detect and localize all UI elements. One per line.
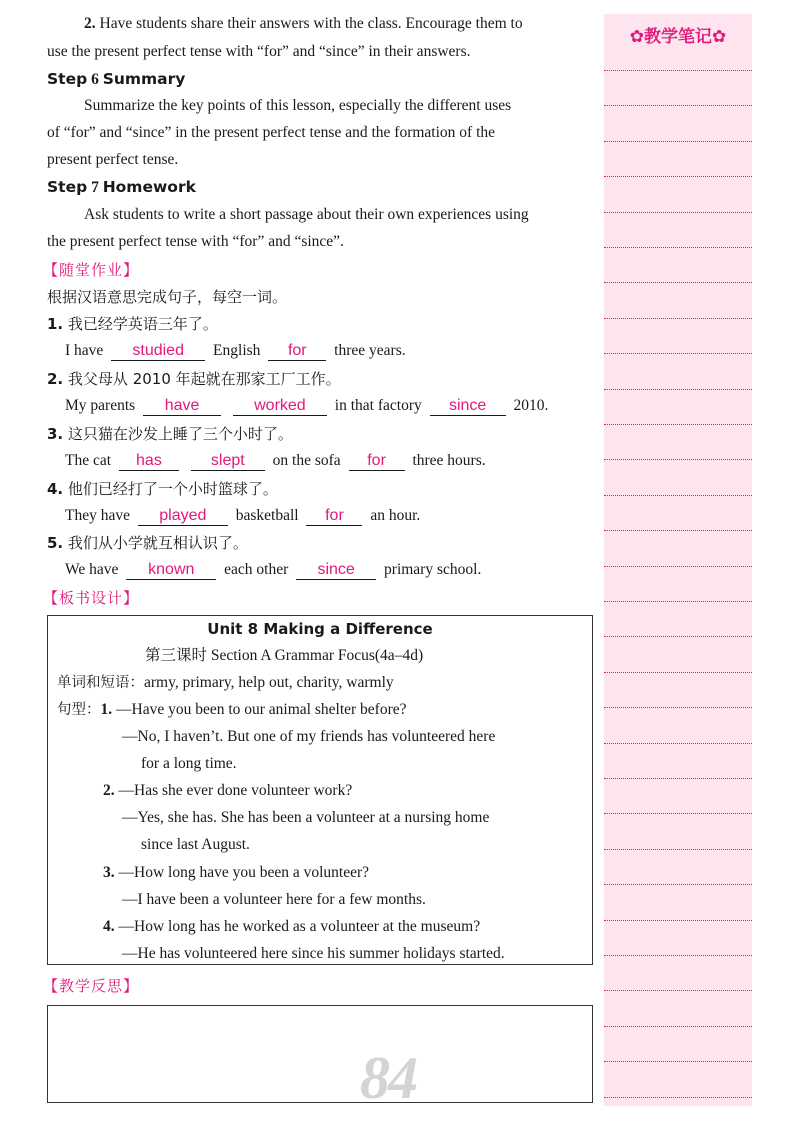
item-number: 2. bbox=[84, 15, 96, 32]
classwork-instruction: 根据汉语意思完成句子，每空一词。 bbox=[47, 288, 288, 306]
board-pattern-3a bbox=[103, 863, 369, 883]
note-line bbox=[604, 424, 752, 425]
note-line bbox=[604, 672, 752, 673]
q3-english bbox=[65, 451, 486, 471]
step-number: 6 bbox=[91, 71, 99, 88]
note-line bbox=[604, 813, 752, 814]
note-line bbox=[604, 176, 752, 177]
answer-blank: since bbox=[430, 397, 506, 416]
board-pattern-1c: for a long time. bbox=[141, 755, 237, 772]
note-line bbox=[604, 389, 752, 390]
vocab-list: army, primary, help out, charity, warmly bbox=[144, 674, 394, 691]
step-title: Homework bbox=[102, 178, 196, 196]
pattern-text: —Has she ever done volunteer work? bbox=[118, 782, 353, 799]
board-design-box bbox=[47, 615, 593, 965]
question-number: 1. bbox=[47, 315, 64, 333]
note-line bbox=[604, 495, 752, 496]
q2-english bbox=[65, 396, 548, 416]
board-pattern-4a bbox=[103, 917, 480, 937]
sentence-part: We have bbox=[65, 561, 119, 578]
note-line bbox=[604, 636, 752, 637]
step-label: Step bbox=[47, 178, 88, 196]
step6-line3: present perfect tense. bbox=[47, 151, 179, 168]
board-vocab bbox=[57, 673, 394, 693]
note-line bbox=[604, 707, 752, 708]
note-line bbox=[604, 247, 752, 248]
answer-blank: studied bbox=[111, 342, 205, 361]
board-pattern-1a bbox=[57, 700, 407, 720]
question-text: 我父母从 2010 年起就在那家工厂工作。 bbox=[67, 370, 341, 388]
pattern-number: 2. bbox=[103, 782, 115, 799]
note-line bbox=[604, 1097, 752, 1098]
question-number: 5. bbox=[47, 534, 64, 552]
step-number: 7 bbox=[91, 179, 99, 196]
step-label: Step bbox=[47, 70, 88, 88]
note-line bbox=[604, 955, 752, 956]
sentence-part: The cat bbox=[65, 452, 112, 469]
board-pattern-1b: —No, I haven’t. But one of my friends has volunteered here bbox=[122, 728, 496, 745]
patterns-label: 句型： bbox=[57, 702, 101, 718]
q1-chinese bbox=[47, 314, 218, 334]
answer-blank: have bbox=[143, 397, 221, 416]
answer-blank: known bbox=[126, 561, 216, 580]
answer-blank: played bbox=[138, 507, 228, 526]
classwork-heading: 【随堂作业】 bbox=[43, 261, 140, 279]
step7-heading bbox=[47, 177, 196, 198]
answer-blank: worked bbox=[233, 397, 327, 416]
board-pattern-3b: —I have been a volunteer here for a few months. bbox=[122, 891, 426, 908]
sentence-part: in that factory bbox=[334, 397, 422, 414]
step5-item2-line1 bbox=[47, 14, 523, 34]
board-heading: 【板书设计】 bbox=[43, 589, 140, 607]
question-number: 2. bbox=[47, 370, 64, 388]
sentence-part: three years. bbox=[334, 342, 406, 359]
reflection-heading: 【教学反思】 bbox=[43, 977, 140, 995]
board-pattern-2c: since last August. bbox=[141, 836, 250, 853]
answer-blank: for bbox=[349, 452, 405, 471]
pattern-text: —How long has he worked as a volunteer at the museum? bbox=[118, 918, 481, 935]
question-text: 他们已经打了一个小时篮球了。 bbox=[67, 480, 278, 498]
q2-chinese bbox=[47, 369, 341, 389]
note-line bbox=[604, 601, 752, 602]
note-line bbox=[604, 141, 752, 142]
q4-chinese bbox=[47, 479, 278, 499]
sentence-part: an hour. bbox=[370, 507, 421, 524]
note-line bbox=[604, 459, 752, 460]
sentence-part: I have bbox=[65, 342, 104, 359]
note-line bbox=[604, 849, 752, 850]
note-line bbox=[604, 212, 752, 213]
note-line bbox=[604, 1026, 752, 1027]
sentence-part: They have bbox=[65, 507, 130, 524]
sentence-part: basketball bbox=[235, 507, 299, 524]
step7-line2: the present perfect tense with “for” and “since”. bbox=[47, 233, 344, 250]
note-line bbox=[604, 318, 752, 319]
pattern-text: —How long have you been a volunteer? bbox=[118, 864, 370, 881]
note-line bbox=[604, 990, 752, 991]
answer-blank: slept bbox=[191, 452, 265, 471]
answer-blank: since bbox=[296, 561, 376, 580]
vocab-label: 单词和短语： bbox=[57, 675, 144, 691]
pattern-number: 1. bbox=[100, 701, 113, 718]
note-line bbox=[604, 743, 752, 744]
pattern-number: 4. bbox=[103, 918, 115, 935]
note-line bbox=[604, 353, 752, 354]
note-line bbox=[604, 566, 752, 567]
step6-heading bbox=[47, 69, 185, 90]
note-line bbox=[604, 70, 752, 71]
notes-title: ✿教学笔记✿ bbox=[629, 27, 727, 47]
sentence-part: My parents bbox=[65, 397, 136, 414]
answer-blank: has bbox=[119, 452, 179, 471]
note-line bbox=[604, 1061, 752, 1062]
sentence-part: English bbox=[213, 342, 261, 359]
page-number: 84 bbox=[360, 1045, 416, 1111]
step6-line1: Summarize the key points of this lesson, especially the different uses bbox=[84, 97, 512, 114]
q1-english bbox=[65, 341, 406, 361]
sentence-part: each other bbox=[224, 561, 289, 578]
reflection-box[interactable] bbox=[47, 1005, 593, 1103]
board-subtitle: 第三课时 Section A Grammar Focus(4a–4d) bbox=[145, 647, 424, 664]
board-pattern-2a bbox=[103, 781, 352, 801]
note-line bbox=[604, 778, 752, 779]
note-line bbox=[604, 884, 752, 885]
item-text: Have students share their answers with the class. Encourage them to bbox=[99, 15, 523, 32]
note-line bbox=[604, 920, 752, 921]
q3-chinese bbox=[47, 424, 293, 444]
note-line bbox=[604, 282, 752, 283]
step6-line2: of “for” and “since” in the present perfect tense and the formation of the bbox=[47, 124, 496, 141]
question-text: 这只猫在沙发上睡了三个小时了。 bbox=[67, 425, 293, 443]
question-text: 我们从小学就互相认识了。 bbox=[67, 534, 248, 552]
sentence-part: 2010. bbox=[513, 397, 549, 414]
pattern-number: 3. bbox=[103, 864, 115, 881]
q5-chinese bbox=[47, 533, 248, 553]
answer-blank: for bbox=[306, 507, 362, 526]
sentence-part: on the sofa bbox=[272, 452, 341, 469]
step7-line1: Ask students to write a short passage about their own experiences using bbox=[84, 206, 529, 223]
q5-english bbox=[65, 560, 481, 580]
answer-blank: for bbox=[268, 342, 326, 361]
question-number: 3. bbox=[47, 425, 64, 443]
question-text: 我已经学英语三年了。 bbox=[67, 315, 218, 333]
sentence-part: three hours. bbox=[412, 452, 486, 469]
q4-english bbox=[65, 506, 420, 526]
sentence-part: primary school. bbox=[384, 561, 482, 578]
note-line bbox=[604, 530, 752, 531]
notes-column bbox=[604, 14, 752, 1106]
note-line bbox=[604, 105, 752, 106]
board-title: Unit 8 Making a Difference bbox=[207, 620, 433, 638]
pattern-text: —Have you been to our animal shelter before? bbox=[116, 701, 407, 718]
step5-item2-line2: use the present perfect tense with “for” and “since” in their answers. bbox=[47, 43, 471, 60]
question-number: 4. bbox=[47, 480, 64, 498]
board-pattern-2b: —Yes, she has. She has been a volunteer at a nursing home bbox=[122, 809, 490, 826]
step-title: Summary bbox=[102, 70, 186, 88]
board-pattern-4b: —He has volunteered here since his summer holidays started. bbox=[122, 945, 505, 962]
